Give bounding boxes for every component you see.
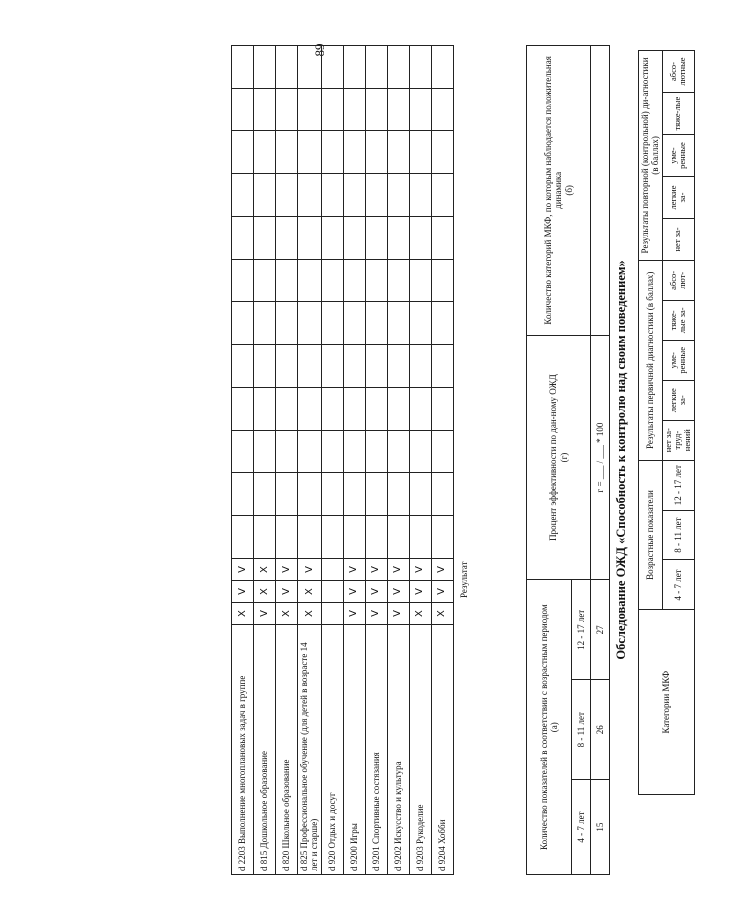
score-cell: [387, 345, 409, 388]
score-cell: [232, 430, 254, 473]
score-cell: [343, 131, 365, 174]
category-label: d 9204 Хобби: [431, 625, 453, 875]
score-cell: [232, 473, 254, 516]
category-row: [254, 46, 276, 875]
score-cell: [298, 473, 322, 516]
score-cell: [431, 174, 453, 217]
score-cell: [343, 302, 365, 345]
category-row: [387, 46, 409, 875]
score-cell: [321, 46, 343, 89]
age-mark: V: [431, 581, 453, 603]
score-cell: [254, 430, 276, 473]
score-cell: [431, 131, 453, 174]
repeat-score-column: легкие за-: [662, 177, 694, 219]
age-mark: X: [298, 581, 322, 603]
score-cell: [409, 473, 431, 516]
score-cell: [232, 131, 254, 174]
score-cell: [387, 131, 409, 174]
score-cell: [232, 217, 254, 260]
category-row: [431, 46, 453, 875]
category-label: d 9201 Спортивные состязания: [365, 625, 387, 875]
age-mark: V: [254, 603, 276, 625]
primary-score-column: тяже-лые за-: [662, 300, 694, 340]
score-cell: [409, 174, 431, 217]
age-mark: V: [365, 603, 387, 625]
icf-categories-header: Категории МКФ: [639, 610, 695, 795]
lower-age-8-11: 8 - 11 лет: [662, 510, 694, 560]
score-cell: [321, 473, 343, 516]
age-mark: X: [298, 603, 322, 625]
repeat-score-column: уме-ренные: [662, 135, 694, 177]
category-row: [365, 46, 387, 875]
age-mark: V: [276, 581, 298, 603]
category-row: [298, 46, 322, 875]
result-label: Результат: [459, 561, 470, 598]
score-cell: [321, 88, 343, 131]
count-4-7: 15: [591, 780, 610, 875]
score-cell: [276, 46, 298, 89]
score-cell: [276, 131, 298, 174]
score-cell: [321, 516, 343, 559]
score-cell: [387, 259, 409, 302]
age-group-4-7: 4 - 7 лет: [572, 780, 591, 875]
score-cell: [387, 46, 409, 89]
category-label: d 815 Дошкольное образование: [254, 625, 276, 875]
category-row: [232, 46, 254, 875]
age-mark: X: [232, 603, 254, 625]
lower-age-4-7: 4 - 7 лет: [662, 560, 694, 610]
score-cell: [254, 345, 276, 388]
score-cell: [321, 174, 343, 217]
score-cell: [321, 388, 343, 431]
score-cell: [232, 88, 254, 131]
age-mark: V: [387, 559, 409, 581]
score-cell: [298, 217, 322, 260]
score-cell: [431, 46, 453, 89]
score-cell: [409, 131, 431, 174]
score-cell: [298, 430, 322, 473]
score-cell: [232, 174, 254, 217]
score-cell: [365, 131, 387, 174]
age-group-8-11: 8 - 11 лет: [572, 680, 591, 780]
age-mark: X: [254, 581, 276, 603]
score-cell: [387, 473, 409, 516]
score-cell: [232, 259, 254, 302]
repeat-diagnostics-header: Результаты повторной (контрольной) ди-агностики (в баллах): [639, 51, 663, 261]
score-cell: [298, 516, 322, 559]
primary-score-column: абсо-лют-: [662, 260, 694, 300]
age-mark: [321, 559, 343, 581]
score-cell: [321, 259, 343, 302]
score-cell: [343, 516, 365, 559]
indicators-count-header: Количество показателей в соответствии с возрастным периодом (а): [527, 580, 572, 875]
age-mark: X: [431, 603, 453, 625]
score-cell: [431, 302, 453, 345]
score-cell: [387, 88, 409, 131]
age-mark: V: [387, 581, 409, 603]
score-cell: [409, 46, 431, 89]
score-cell: [365, 302, 387, 345]
score-cell: [254, 88, 276, 131]
category-label: d 920 Отдых и досуг: [321, 625, 343, 875]
category-label: d 9200 Игры: [343, 625, 365, 875]
document-sheet: [225, 45, 735, 875]
score-cell: [254, 174, 276, 217]
age-mark: V: [232, 581, 254, 603]
score-cell: [232, 516, 254, 559]
score-cell: [321, 345, 343, 388]
age-mark: [321, 581, 343, 603]
repeat-score-column: тяже-лые: [662, 93, 694, 135]
score-cell: [365, 46, 387, 89]
count-8-11: 26: [591, 680, 610, 780]
score-cell: [276, 259, 298, 302]
score-cell: [298, 131, 322, 174]
score-cell: [276, 88, 298, 131]
score-cell: [343, 388, 365, 431]
score-cell: [254, 473, 276, 516]
score-cell: [431, 259, 453, 302]
score-cell: [276, 174, 298, 217]
category-label: d 825 Профессиональное обучение (для детей в возрасте 14 лет и старше): [298, 625, 322, 875]
score-cell: [409, 430, 431, 473]
efficiency-percent-header: Процент эффективности по дан-ному ОЖД (г): [527, 335, 591, 580]
score-cell: [276, 302, 298, 345]
score-cell: [343, 259, 365, 302]
score-cell: [232, 345, 254, 388]
score-cell: [387, 217, 409, 260]
primary-score-column: легкие за-: [662, 380, 694, 420]
category-row: [343, 46, 365, 875]
score-cell: [343, 345, 365, 388]
age-mark: V: [387, 603, 409, 625]
positive-dynamics-value: [591, 46, 610, 336]
score-cell: [409, 88, 431, 131]
primary-score-column: уме-ренные: [662, 340, 694, 380]
score-cell: [365, 259, 387, 302]
score-cell: [431, 516, 453, 559]
score-cell: [387, 302, 409, 345]
col-a-letter: (а): [549, 722, 559, 733]
score-cell: [298, 302, 322, 345]
primary-score-column: нет за-труд-нений: [662, 420, 694, 460]
score-cell: [321, 430, 343, 473]
col-g-letter: (г): [558, 452, 569, 463]
age-mark: [321, 603, 343, 625]
score-cell: [254, 131, 276, 174]
survey-table: [638, 50, 695, 795]
category-row: [276, 46, 298, 875]
section-title: Обследование ОЖД «Способность к контролю над своим поведением»: [614, 260, 628, 660]
category-row: [321, 46, 343, 875]
score-cell: [365, 345, 387, 388]
score-cell: [232, 302, 254, 345]
score-cell: [232, 388, 254, 431]
score-cell: [276, 388, 298, 431]
score-cell: [298, 259, 322, 302]
score-cell: [254, 259, 276, 302]
score-cell: [365, 217, 387, 260]
age-mark: V: [409, 559, 431, 581]
score-cell: [387, 388, 409, 431]
score-cell: [431, 345, 453, 388]
score-cell: [343, 46, 365, 89]
category-label: d 9202 Искусство и культура: [387, 625, 409, 875]
score-cell: [365, 88, 387, 131]
score-cell: [343, 217, 365, 260]
score-cell: [298, 388, 322, 431]
score-cell: [431, 430, 453, 473]
score-cell: [365, 388, 387, 431]
score-cell: [298, 174, 322, 217]
age-group-12-17: 12 - 17 лет: [572, 580, 591, 680]
score-cell: [409, 388, 431, 431]
score-cell: [276, 473, 298, 516]
score-cell: [409, 516, 431, 559]
score-cell: [254, 46, 276, 89]
score-cell: [431, 217, 453, 260]
category-row: [409, 46, 431, 875]
primary-diagnostics-header: Результаты первичной диагностики (в баллах): [639, 260, 663, 460]
count-12-17: 27: [591, 580, 610, 680]
age-indicators-header: Возрастные показатели: [639, 460, 663, 610]
score-cell: [254, 217, 276, 260]
score-cell: [431, 88, 453, 131]
age-mark: V: [365, 581, 387, 603]
age-mark: V: [276, 559, 298, 581]
age-mark: V: [343, 603, 365, 625]
score-cell: [343, 174, 365, 217]
age-mark: V: [343, 559, 365, 581]
score-cell: [409, 345, 431, 388]
score-cell: [276, 430, 298, 473]
age-mark: V: [365, 559, 387, 581]
repeat-score-column: абсо-лютные: [662, 51, 694, 93]
category-label: d 9203 Рукоделие: [409, 625, 431, 875]
score-cell: [431, 388, 453, 431]
score-cell: [343, 473, 365, 516]
score-cell: [298, 345, 322, 388]
age-mark: X: [254, 559, 276, 581]
age-mark: X: [276, 603, 298, 625]
efficiency-formula: г = ___ / ___ * 100: [591, 335, 610, 580]
score-cell: [276, 516, 298, 559]
score-cell: [409, 217, 431, 260]
age-mark: V: [431, 559, 453, 581]
score-cell: [387, 430, 409, 473]
category-label: d 2203 Выполнение многоплановых задач в группе: [232, 625, 254, 875]
score-cell: [321, 131, 343, 174]
score-cell: [321, 302, 343, 345]
score-cell: [387, 516, 409, 559]
score-cell: [254, 388, 276, 431]
age-mark: V: [298, 559, 322, 581]
age-mark: V: [409, 581, 431, 603]
age-mark: X: [409, 603, 431, 625]
score-cell: [365, 473, 387, 516]
result-row: [453, 46, 475, 875]
score-cell: [298, 88, 322, 131]
score-cell: [343, 88, 365, 131]
score-cell: [409, 259, 431, 302]
category-marks-table: [231, 45, 475, 875]
score-cell: [387, 174, 409, 217]
score-cell: [232, 46, 254, 89]
score-cell: [276, 345, 298, 388]
category-label: d 820 Школьное образование: [276, 625, 298, 875]
col-b-letter: (б): [563, 185, 574, 196]
age-mark: V: [232, 559, 254, 581]
score-cell: [365, 430, 387, 473]
score-cell: [321, 217, 343, 260]
score-cell: [431, 473, 453, 516]
score-cell: [298, 46, 322, 89]
score-cell: [254, 516, 276, 559]
score-cell: [365, 174, 387, 217]
score-cell: [343, 430, 365, 473]
lower-age-12-17: 12 - 17 лет: [662, 460, 694, 510]
score-cell: [365, 516, 387, 559]
score-cell: [409, 302, 431, 345]
score-cell: [276, 217, 298, 260]
age-mark: V: [343, 581, 365, 603]
summary-table: [526, 45, 610, 875]
positive-dynamics-header: Количество категорий МКФ, по которым наблюдается положительная динамика (б): [527, 46, 591, 336]
score-cell: [254, 302, 276, 345]
repeat-score-column: нет за-: [662, 218, 694, 260]
